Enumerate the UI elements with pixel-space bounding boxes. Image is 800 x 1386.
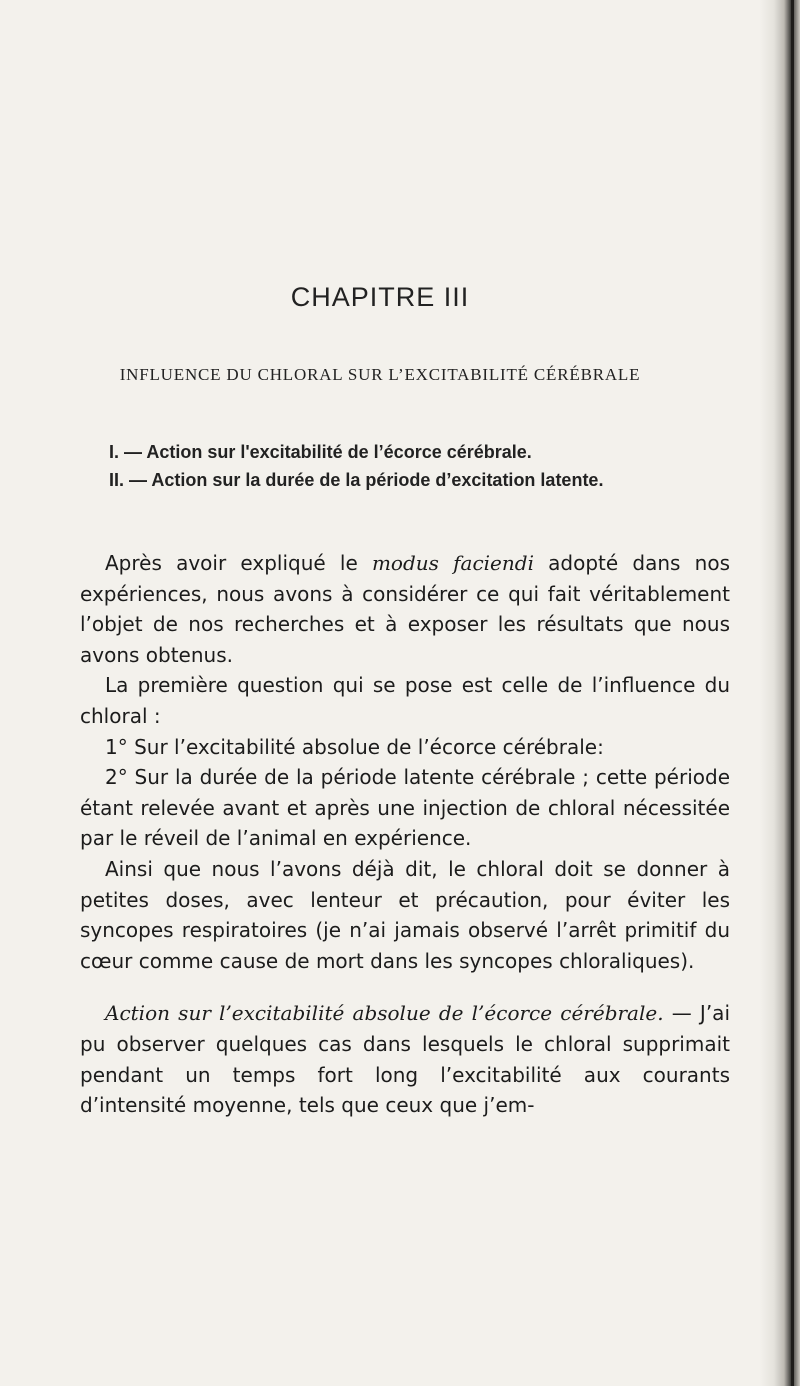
- section-heading-inline: Action sur l’excitabilité absolue de l’écorce cérébrale.: [105, 1001, 664, 1026]
- paragraph: Action sur l’excitabilité absolue de l’écorce cérébrale. — J’ai pu observer quelques cas dans lesquels le chloral supprimait pendant un temps fort long l’excitabilité aux courants d’intensité moyenne, tels que ceux que j’em-: [80, 1001, 730, 1118]
- section-item: I. — Action sur l'excitabilité de l’écorce cérébrale.: [109, 442, 532, 462]
- paragraph: Après avoir expliqué le modus faciendi adopté dans nos expériences, nous avons à considérer ce qui fait véritablement l’objet de nos recherches et à exposer les résultats que nous avons obtenus.: [80, 551, 730, 667]
- body-text: [80, 548, 730, 1121]
- section-item: II. — Action sur la durée de la période d’excitation latente.: [109, 470, 604, 490]
- chapter-subtitle: INFLUENCE DU CHLORAL SUR L’EXCITABILITÉ CÉRÉBRALE: [119, 365, 641, 384]
- paragraph: 2° Sur la durée de la période latente cérébrale ; cette période étant relevée avant et après une injection de chloral nécessitée par le réveil de l’animal en expérience.: [80, 765, 730, 851]
- paragraph: Ainsi que nous l’avons déjà dit, le chloral doit se donner à petites doses, avec lenteur et précaution, pour éviter les syncopes respiratoires (je n’ai jamais observé l’arrêt primitif du cœur comme cause de mort dans les syncopes chloraliques).: [80, 856, 730, 973]
- emphasis-text: modus faciendi: [371, 551, 534, 575]
- section-list: [109, 438, 729, 494]
- paragraph: La première question qui se pose est celle de l’influence du chloral :: [80, 673, 730, 728]
- book-spine-edge: [760, 0, 800, 1386]
- paragraph: 1° Sur l’excitabilité absolue de l’écorce cérébrale:: [105, 734, 604, 759]
- chapter-title: CHAPITRE III: [290, 282, 470, 312]
